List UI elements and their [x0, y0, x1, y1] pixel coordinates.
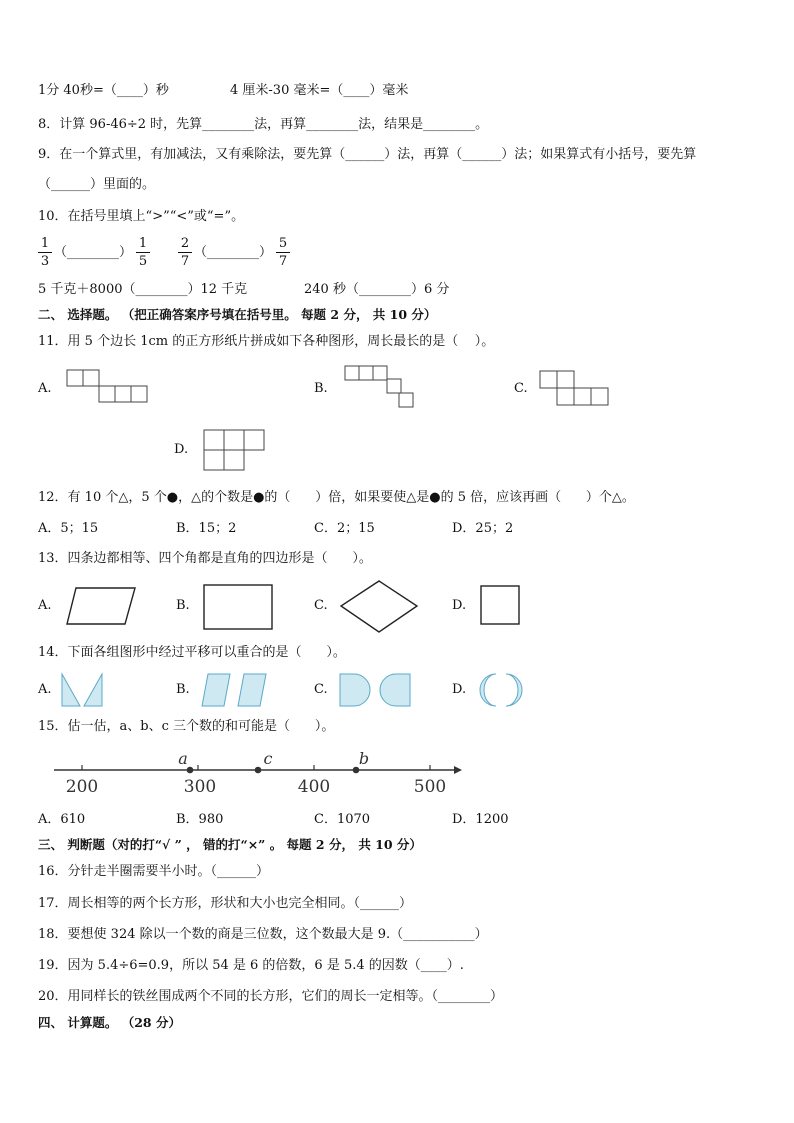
compare-time: 240 秒（________）6 分: [304, 282, 450, 297]
compare-blank-1: （________）: [54, 245, 133, 260]
q15-option-b: B．980: [176, 812, 224, 827]
q13-option-d-label: D.: [452, 598, 467, 613]
section-2-heading: 二、 选择题。 （把正确答案序号填在括号里。 每题 2 分， 共 10 分）: [38, 307, 437, 322]
q14-option-a-label: A.: [38, 682, 52, 697]
tick-label-500: 500: [413, 777, 447, 797]
question-15: 15．估一估，a、b、c 三个数的和可能是（ ）。: [38, 719, 335, 734]
fraction-5-7: 5 7: [276, 236, 290, 269]
q13-square: [480, 585, 522, 627]
fraction-1-3: 1 3: [38, 236, 52, 269]
question-8: 8．计算 96-46÷2 时，先算________法，再算________法，结果是________。: [38, 117, 489, 132]
point-label-b: b: [358, 749, 370, 768]
q13-rhombus: [340, 580, 420, 634]
q15-option-d: D．1200: [452, 812, 509, 827]
q12-option-c: C．2；15: [314, 521, 375, 536]
unit-conversion-length: 4 厘米-30 毫米=（____）毫米: [230, 83, 409, 98]
q11-option-d-label: D.: [174, 442, 189, 457]
number-line: [50, 748, 470, 798]
question-9: 9．在一个算式里，有加减法，又有乘除法，要先算（______）法，再算（______）法；如果算式有小括号，要先算: [38, 147, 697, 162]
q13-parallelogram: [66, 587, 136, 625]
question-18: 18．要想使 324 除以一个数的商是三位数，这个数最大是 9.（___________）: [38, 927, 488, 942]
tick-label-300: 300: [183, 777, 217, 797]
q11-shape-b: [344, 365, 416, 409]
compare-mass: 5 千克＋8000（________）12 千克: [38, 282, 248, 297]
tick-label-400: 400: [297, 777, 331, 797]
question-20: 20．用同样长的铁丝围成两个不同的长方形，它们的周长一定相等。（________）: [38, 989, 504, 1004]
q14-option-b-label: B.: [176, 682, 190, 697]
q11-shape-a: [66, 369, 150, 405]
q11-shape-d: [203, 429, 267, 473]
question-13: 13．四条边都相等、四个角都是直角的四边形是（ ）。: [38, 551, 372, 566]
question-16: 16．分针走半圈需要半小时。（______）: [38, 864, 270, 879]
question-17: 17．周长相等的两个长方形，形状和大小也完全相同。（______）: [38, 896, 413, 911]
q13-rectangle: [203, 584, 275, 632]
question-10: 10．在括号里填上“>”“<”或“=”。: [38, 209, 245, 224]
q11-shape-c: [539, 370, 609, 406]
question-9-continued: （______）里面的。: [38, 177, 156, 192]
q13-option-c-label: C.: [314, 598, 328, 613]
q14-crescents: [476, 672, 528, 708]
tick-label-200: 200: [65, 777, 99, 797]
q13-option-a-label: A.: [38, 598, 52, 613]
point-label-a: a: [178, 749, 188, 768]
question-11: 11．用 5 个边长 1cm 的正方形纸片拼成如下各种图形，周长最长的是（ ）。: [38, 334, 495, 349]
q14-semicircles: [338, 672, 414, 708]
unit-conversion-time: 1分 40秒=（____）秒: [38, 83, 169, 98]
question-19: 19．因为 5.4÷6=0.9，所以 54 是 6 的倍数，6 是 5.4 的因数（____）.: [38, 958, 464, 973]
q14-triangles: [60, 672, 106, 708]
q11-option-c-label: C.: [514, 381, 528, 396]
q14-parallelograms: [200, 672, 270, 708]
section-3-heading: 三、 判断题（对的打“√ ” ， 错的打“×” 。 每题 2 分， 共 10 分）: [38, 837, 422, 852]
q14-option-c-label: C.: [314, 682, 328, 697]
question-14: 14．下面各组图形中经过平移可以重合的是（ ）。: [38, 645, 346, 660]
q15-option-a: A．610: [38, 812, 86, 827]
q12-option-a: A．5；15: [38, 521, 99, 536]
q13-option-b-label: B.: [176, 598, 190, 613]
compare-blank-2: （________）: [194, 245, 273, 260]
q12-option-b: B．15；2: [176, 521, 237, 536]
q12-option-d: D．25；2: [452, 521, 514, 536]
question-12: 12．有 10 个△，5 个●，△的个数是●的（ ）倍，如果要使△是●的 5 倍，应该再画（ ）个△。: [38, 490, 635, 505]
fraction-1-5: 1 5: [136, 236, 150, 269]
section-4-heading: 四、 计算题。 （28 分）: [38, 1015, 181, 1030]
q15-option-c: C．1070: [314, 812, 371, 827]
q14-option-d-label: D.: [452, 682, 467, 697]
fraction-2-7: 2 7: [178, 236, 192, 269]
q11-option-b-label: B.: [314, 381, 328, 396]
point-label-c: c: [263, 749, 273, 768]
q11-option-a-label: A.: [38, 381, 52, 396]
